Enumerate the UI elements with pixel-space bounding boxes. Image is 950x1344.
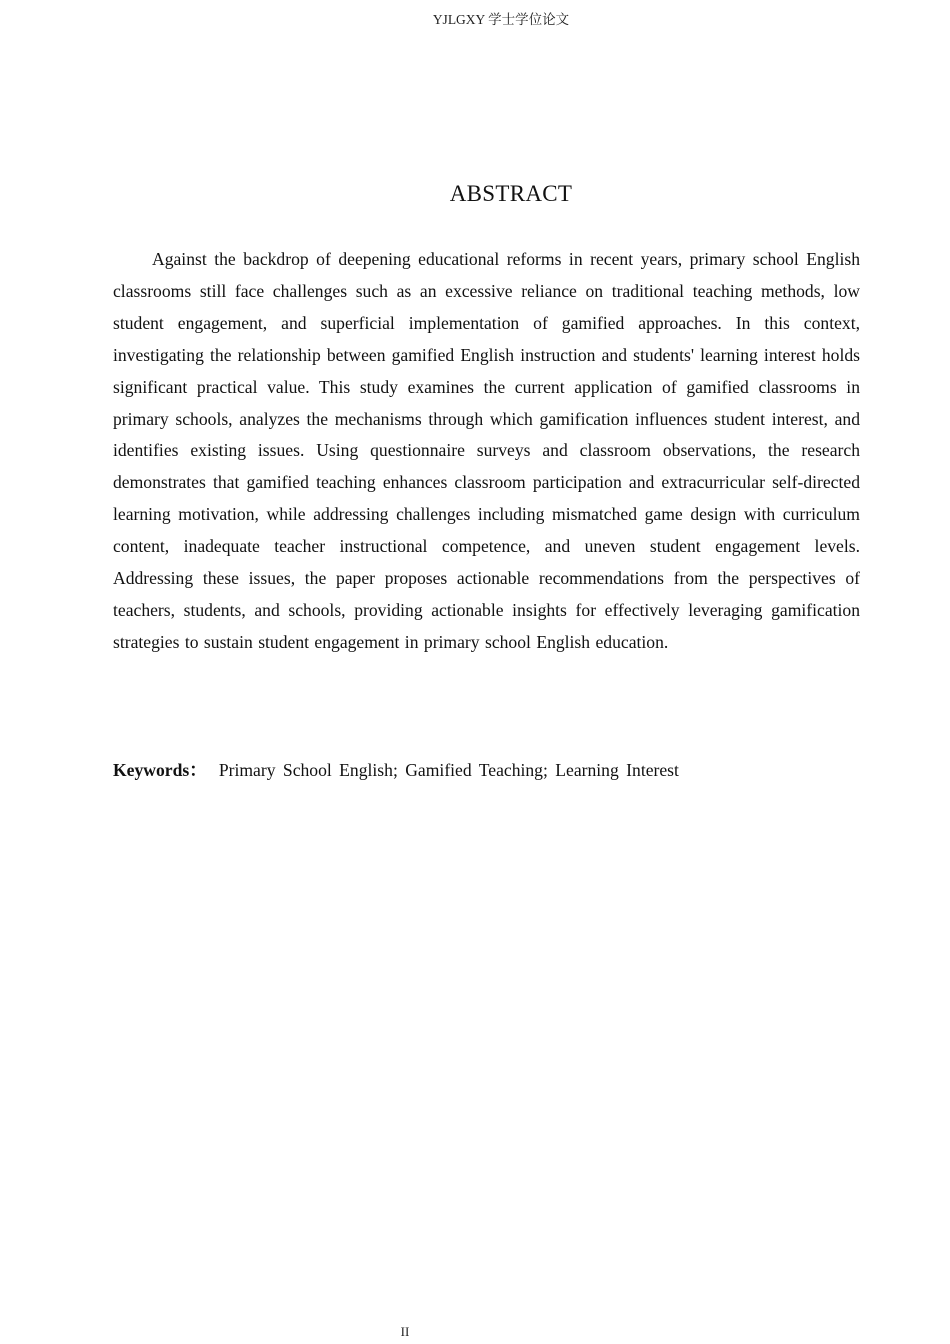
abstract-title: ABSTRACT xyxy=(449,181,573,206)
keywords-line xyxy=(113,755,860,786)
running-header: YJLGXY 学士学位论文 xyxy=(432,12,570,27)
abstract-body: Against the backdrop of deepening educational reforms in recent years, primary school English classrooms still face challenges such as an excessive reliance on traditional teaching methods, low student engagement, and superficial implementation of gamified approaches. In this context, investigating the relationship between gamified English instruction and students' learning interest holds significant practical value. This study examines the current application of gamified classrooms in primary schools, analyzes the mechanisms through which gamification influences student interest, and identifies existing issues. Using questionnaire surveys and classroom observations, the research demonstrates that gamified teaching enhances classroom participation and extracurricular self-directed learning motivation, while addressing challenges including mismatched game design with curriculum content, inadequate teacher instructional competence, and uneven student engagement levels. Addressing these issues, the paper proposes actionable recommendations from the perspectives of teachers, students, and schools, providing actionable insights for effectively leveraging gamification strategies to sustain student engagement in primary school English education. xyxy=(113,249,860,652)
keywords-value: Primary School English; Gamified Teaching; Learning Interest xyxy=(218,760,679,780)
keywords-label: Keywords： xyxy=(113,760,207,780)
page-number: II xyxy=(400,1324,410,1339)
